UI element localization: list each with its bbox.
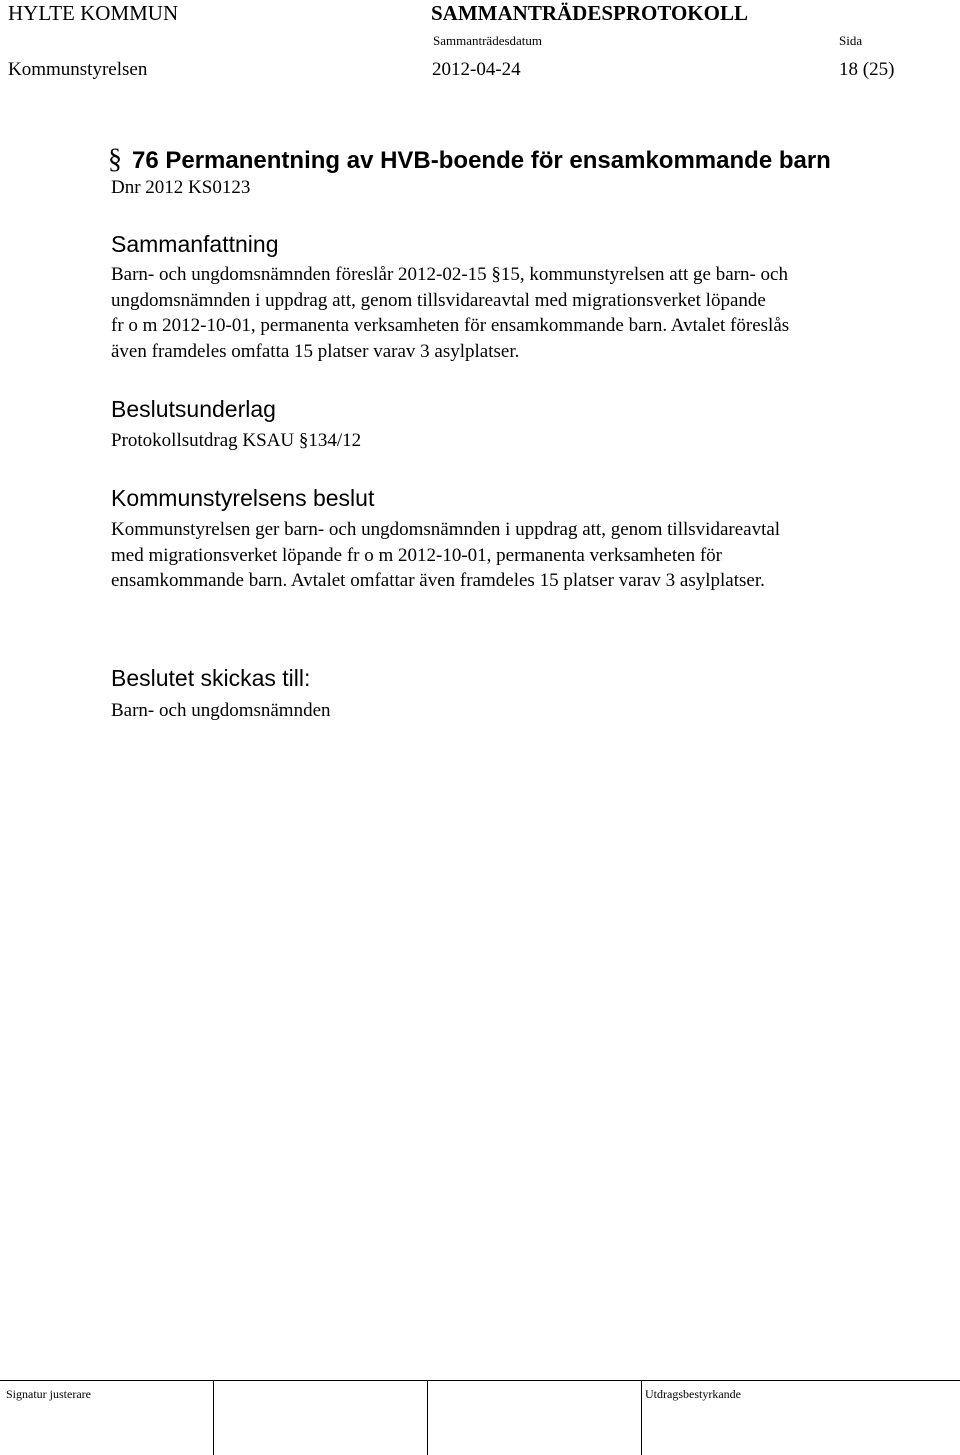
extract-certification-label: Utdragsbestyrkande — [645, 1387, 741, 1401]
page-label: Sida — [839, 33, 863, 48]
signature-footer — [0, 1380, 960, 1455]
basis-line: Protokollsutdrag KSAU §134/12 — [111, 430, 362, 451]
decision-text — [111, 517, 921, 594]
summary-line: även framdeles omfatta 15 platser varav 3 asylplatser. — [111, 340, 520, 362]
sent-to-recipient: Barn- och ungdomsnämnden — [111, 700, 331, 721]
decision-line: Kommunstyrelsen ger barn- och ungdomsnämnden i uppdrag att, genom tillsvidareavtal — [111, 519, 781, 540]
summary-text — [111, 262, 921, 364]
decision-line: ensamkommande barn. Avtalet omfattar även framdeles 15 platser varav 3 asylplatser. — [111, 570, 765, 591]
sent-to-heading: Beslutet skickas till: — [111, 665, 311, 691]
basis-text — [111, 428, 921, 454]
document-type: SAMMANTRÄDESPROTOKOLL — [431, 1, 748, 25]
paragraph-title — [108, 144, 831, 177]
footer-divider — [641, 1381, 642, 1455]
footer-divider — [427, 1381, 428, 1455]
decision-line: med migrationsverket löpande fr o m 2012-10-01, permanenta verksamheten för — [111, 544, 722, 566]
basis-heading: Beslutsunderlag — [111, 396, 276, 422]
meeting-date-label: Sammanträdesdatum — [433, 33, 543, 48]
decision-heading: Kommunstyrelsens beslut — [111, 485, 375, 511]
signature-label: Signatur justerare — [6, 1387, 91, 1401]
section-sign: § — [108, 144, 122, 175]
footer-divider — [213, 1381, 214, 1455]
summary-line: ungdomsnämnden i uppdrag att, genom tillsvidareavtal med migrationsverket löpande — [111, 289, 766, 311]
municipality-name: HYLTE KOMMUN — [8, 1, 179, 25]
paragraph-title-text: 76 Permanentning av HVB-boende för ensamkommande barn — [132, 147, 831, 174]
summary-heading: Sammanfattning — [111, 231, 279, 257]
summary-line: Barn- och ungdomsnämnden föreslår 2012-02-15 §15, kommunstyrelsen att ge barn- och — [111, 264, 788, 285]
page-number: 18 (25) — [839, 59, 895, 80]
summary-line: fr o m 2012-10-01, permanenta verksamheten för ensamkommande barn. Avtalet föreslås — [111, 315, 790, 336]
meeting-date: 2012-04-24 — [432, 59, 521, 80]
sent-to-text — [111, 698, 921, 724]
diary-number: Dnr 2012 KS0123 — [111, 177, 251, 198]
committee-name: Kommunstyrelsen — [8, 59, 148, 80]
